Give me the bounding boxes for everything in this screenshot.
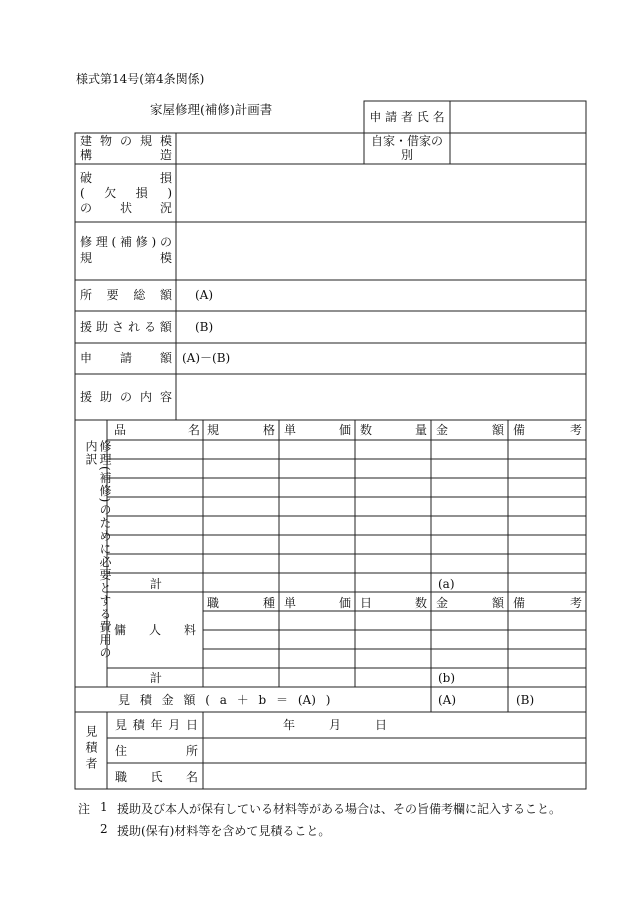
header-labor-remarks: 備 考 [513,596,582,610]
materials-subtotal-label: 計 [150,577,163,591]
labor-subtotal-b[interactable]: (b) [438,671,456,685]
header-labor-unit-price: 単 価 [284,596,351,610]
estimator-side-label: 見積者 [84,725,98,773]
header-item-name: 品 名 [114,423,200,437]
header-remarks: 備 考 [513,423,582,437]
application-amount-label: 申 請 額 [80,351,172,365]
job-name-label: 職 氏 名 [115,770,198,784]
labor-label: 傭 人 料 [114,623,196,637]
application-amount-value[interactable]: (A)－(B) [182,351,231,365]
form-number: 様式第14号(第4条関係) [76,72,205,86]
damage-label-line3: の 状 況 [80,201,172,215]
owned-rented-label-line1: 自家・借家の [370,134,443,148]
estimate-date-label: 見 積 年 月 日 [115,718,198,732]
header-spec: 規 格 [207,423,275,437]
date-day: 日 [375,718,388,732]
note-2-number: 2 [100,822,108,836]
repair-scale-field[interactable] [178,224,584,278]
total-required-label: 所 要 総 額 [80,288,172,302]
assisted-amount-label: 援 助 さ れ る 額 [80,320,172,334]
applicant-name-label: 申 請 者 氏 名 [369,110,445,124]
note-1-text: 援助及び本人が保有している材料等がある場合は、その旨備考欄に記入すること。 [117,802,562,816]
estimate-amount-label: 見 積 金 額 ( a ＋ b ＝ (A) ) [118,693,331,707]
assistance-content-label: 援 助 の 内 容 [80,390,172,404]
header-job-type: 職 種 [207,596,275,610]
repair-scale-label-line1: 修 理 ( 補 修 ) の [80,235,172,249]
damage-label-line1: 破 損 [80,171,172,185]
damage-label-line2: ( 欠 損 ) [80,186,172,200]
repair-scale-label-line2: 規 模 [80,251,172,265]
estimate-value-a[interactable]: (A) [438,693,457,707]
header-labor-amount: 金 額 [436,596,504,610]
owned-rented-field[interactable] [452,135,584,162]
date-month: 月 [329,718,342,732]
estimate-value-b[interactable]: (B) [516,693,535,707]
header-amount: 金 額 [436,423,504,437]
labor-subtotal-label: 計 [150,671,163,685]
owned-rented-label-line2: 別 [400,148,413,162]
cost-breakdown-side-label: 修理(補修)のために必要とする費用の内訳 [84,440,112,660]
assisted-amount-value[interactable]: (B) [195,320,214,334]
header-days: 日 数 [360,596,427,610]
document-title: 家屋修理(補修)計画書 [150,102,273,117]
assistance-content-field[interactable] [178,376,584,418]
header-unit-price: 単 価 [284,423,351,437]
building-scale-field[interactable] [178,135,362,162]
damage-status-field[interactable] [178,166,584,220]
note-2-text: 援助(保有)材料等を含めて見積ること。 [117,824,331,838]
header-quantity: 数 量 [360,423,427,437]
address-field[interactable] [205,740,584,761]
total-required-value[interactable]: (A) [195,288,214,302]
job-name-field[interactable] [205,765,584,787]
note-1-number: 1 [100,800,108,814]
date-year: 年 [283,718,296,732]
notes-prefix: 注 [78,802,91,816]
address-label: 住 所 [115,744,198,758]
materials-subtotal-a[interactable]: (a) [438,577,455,591]
building-scale-label: 建 物 の 規 模 [80,134,172,148]
applicant-name-field[interactable] [452,104,584,131]
structure-label: 構 造 [80,148,172,162]
